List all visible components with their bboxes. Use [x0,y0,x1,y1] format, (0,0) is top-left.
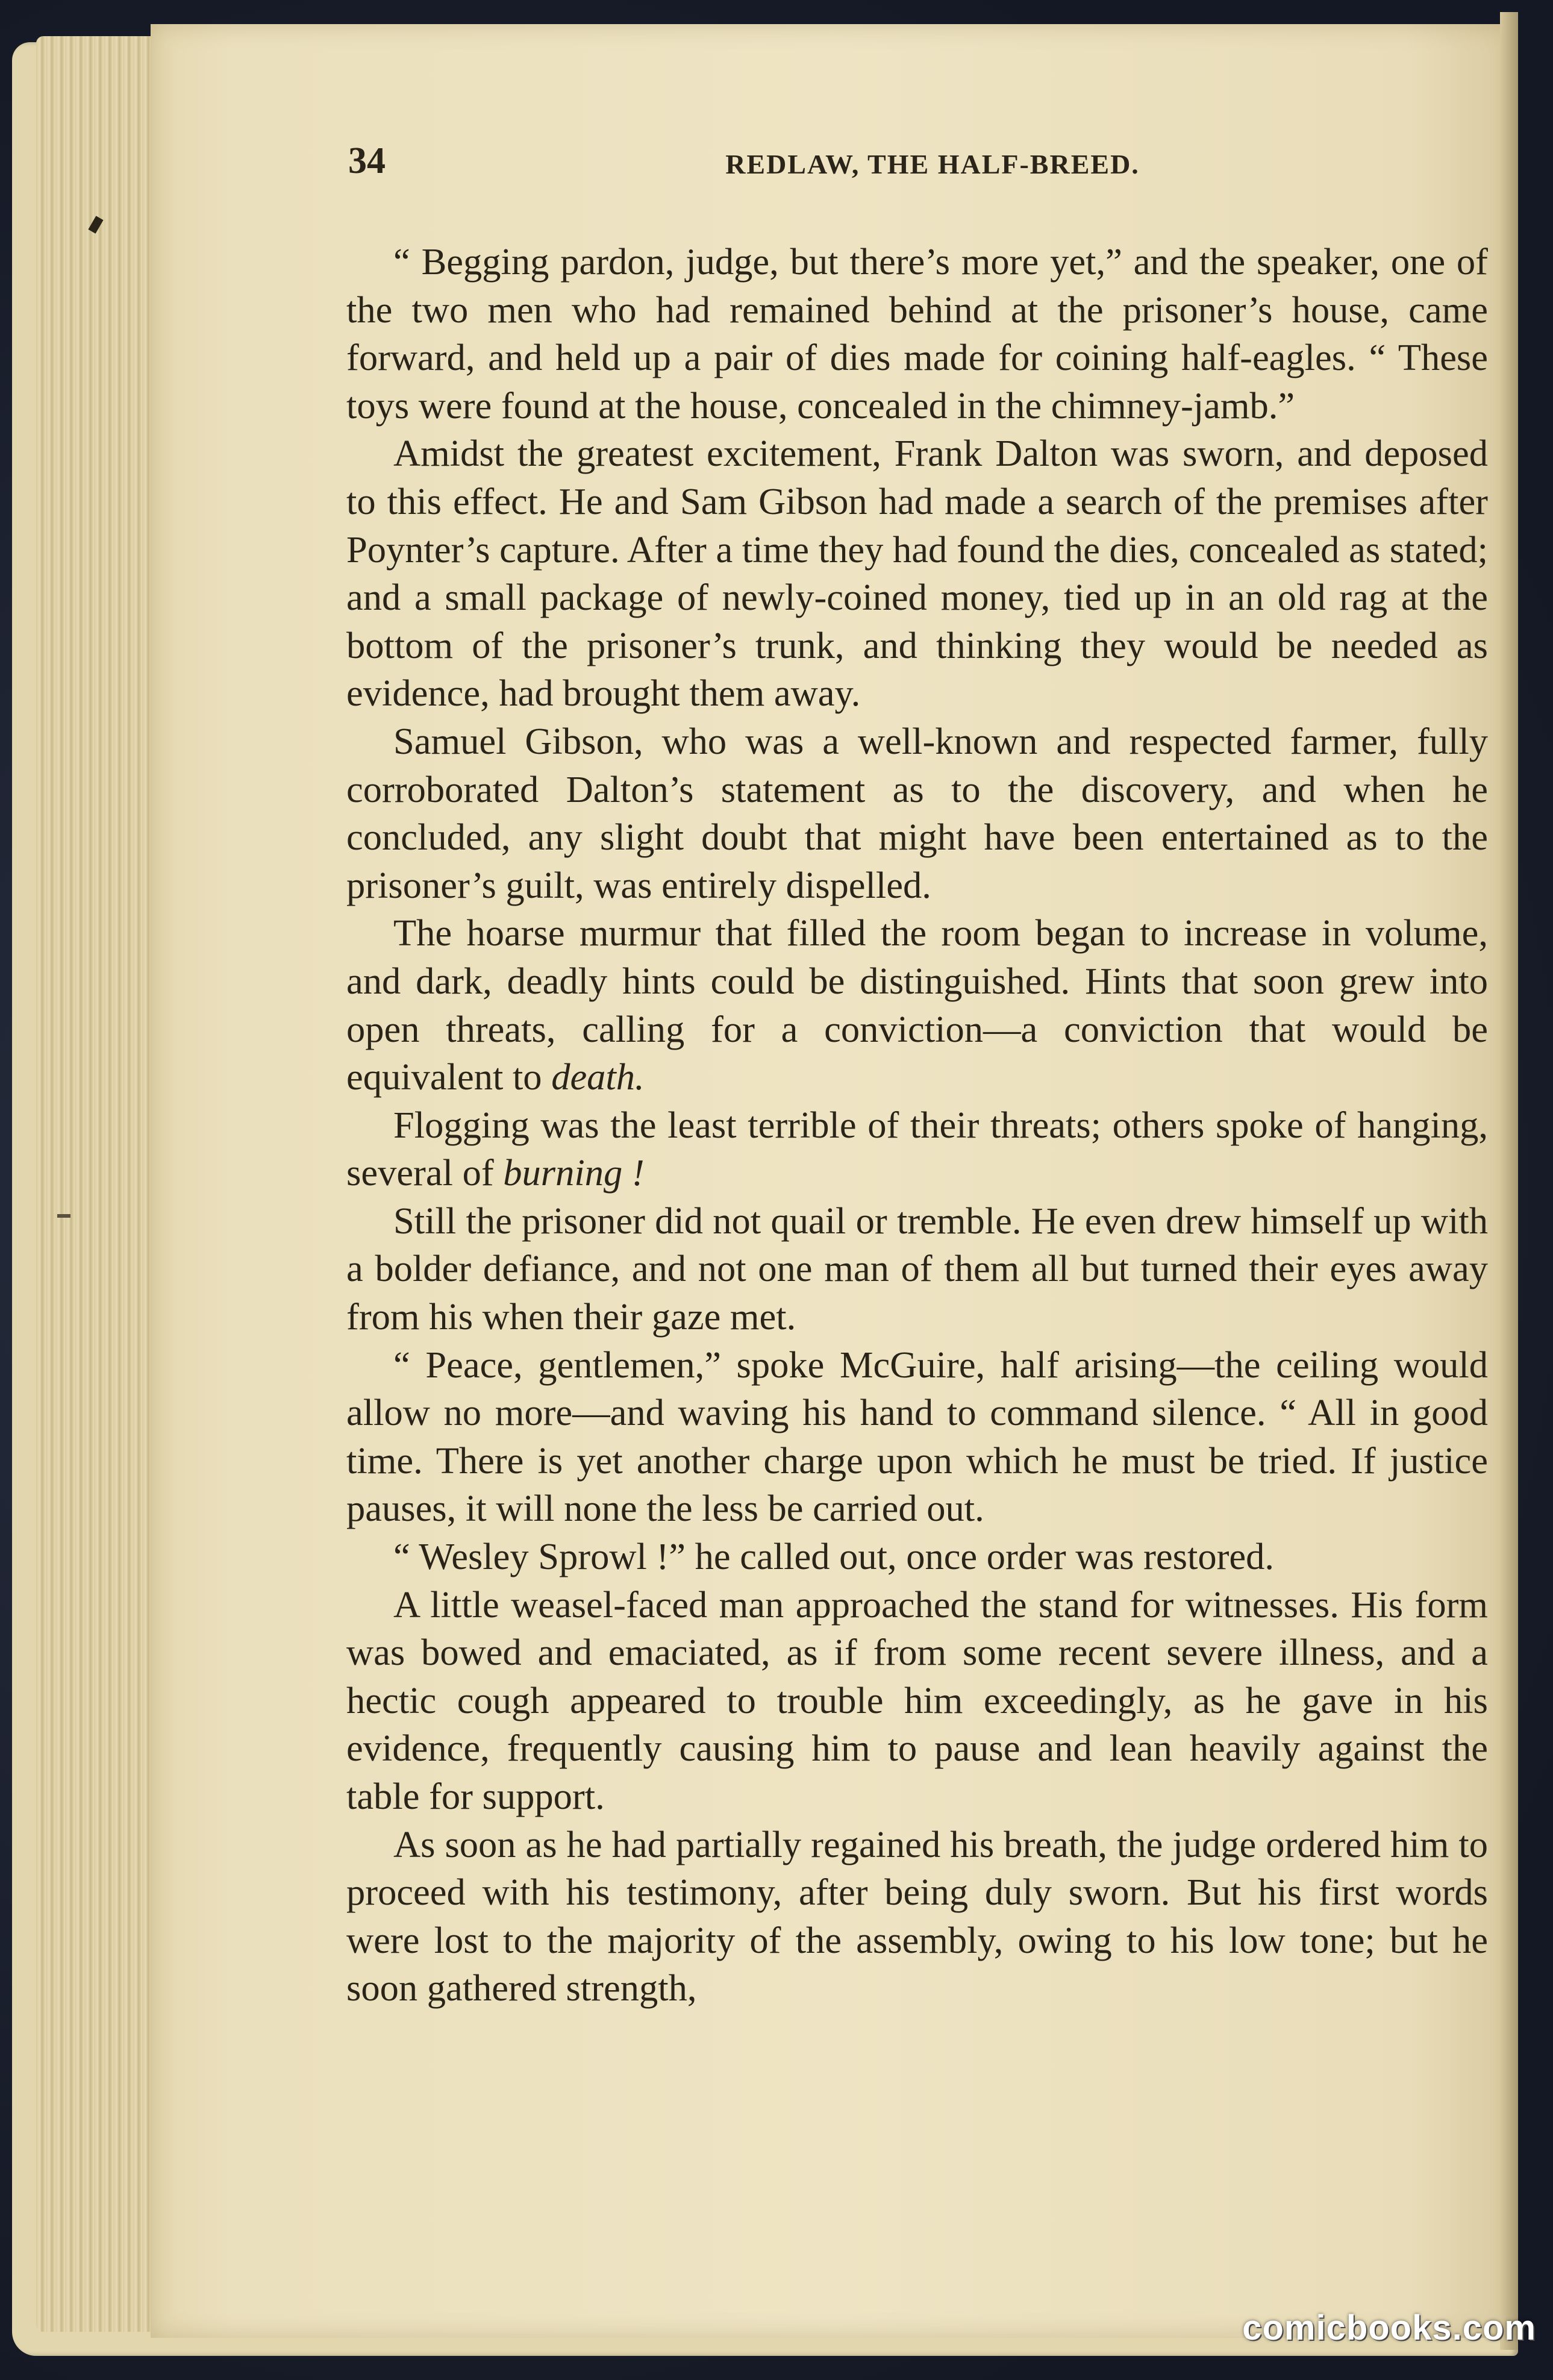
paragraph: Still the prisoner did not quail or tremble. He even drew himself up with a bolder defiance, and not one man of them all but turned their eyes away from his when their gaze met. [346,1199,1488,1338]
paragraph [346,1101,1488,1197]
watermark: comicbooks.com [1242,2308,1536,2347]
paragraph: Amidst the greatest excitement, Frank Dalton was sworn, and deposed to this effect. He and Sam Gibson had made a search of the premises after Poynter’s capture. After a time they had found the dies, concealed as stated; and a small package of newly-coined money, tied up in an old rag at the bottom of the prisoner’s trunk, and thinking they would be needed as evidence, had brought them away. [346,432,1488,715]
page-header [348,140,1493,188]
paragraph: Samuel Gibson, who was a well-known and respected farmer, fully corroborated Dalton’s statement as to the discovery, and when he concluded, any slight doubt that might have been entertained as to the prisoner’s guilt, was entirely dispelled. [346,719,1488,906]
paragraph: A little weasel-faced man approached the stand for witnesses. His form was bowed and emaciated, as if from some recent severe illness, and a hectic cough appeared to trouble him exceedingly, as he gave in his evidence, frequently causing him to pause and lean heavily against the table for support. [346,1583,1488,1817]
page-gutter [1500,12,1518,2350]
running-head: REDLAW, THE HALF-BREED. [725,149,1140,180]
paragraph: “ Wesley Sprowl !” he called out, once order was restored. [393,1535,1275,1578]
body-text [346,238,1488,2012]
paragraph-text: The hoarse murmur that filled the room began to increase in volume, and dark, deadly hints could be distinguished. Hints that soon grew into open threats, calling for a conviction—a conviction that would be equivalent to [346,912,1488,1098]
margin-mark [57,1214,70,1218]
paragraph: As soon as he had partially regained his breath, the judge ordered him to proceed with his testimony, after being duly sworn. But his first words were lost to the majority of the assembly, owing to his low tone; but he soon gathered strength, [346,1823,1488,2009]
paragraph-text: Flogging was the least terrible of their threats; others spoke of hanging, several of [346,1103,1488,1194]
emphasis-death: death. [551,1056,645,1098]
paragraph: “ Begging pardon, judge, but there’s more yet,” and the speaker, one of the two men who had remained behind at the prisoner’s house, came forward, and held up a pair of dies made for coining half-eagles. “ These toys were found at the house, concealed in the chimney-jamb.” [346,240,1488,427]
page-number: 34 [348,140,386,181]
paragraph [346,909,1488,1101]
emphasis-burning: burning ! [503,1151,645,1194]
paragraph: “ Peace, gentlemen,” spoke McGuire, half arising—the ceiling would allow no more—and waving his hand to command silence. “ All in good time. There is yet another charge upon which he must be tried. If justice pauses, it will none the less be carried out. [346,1343,1488,1530]
